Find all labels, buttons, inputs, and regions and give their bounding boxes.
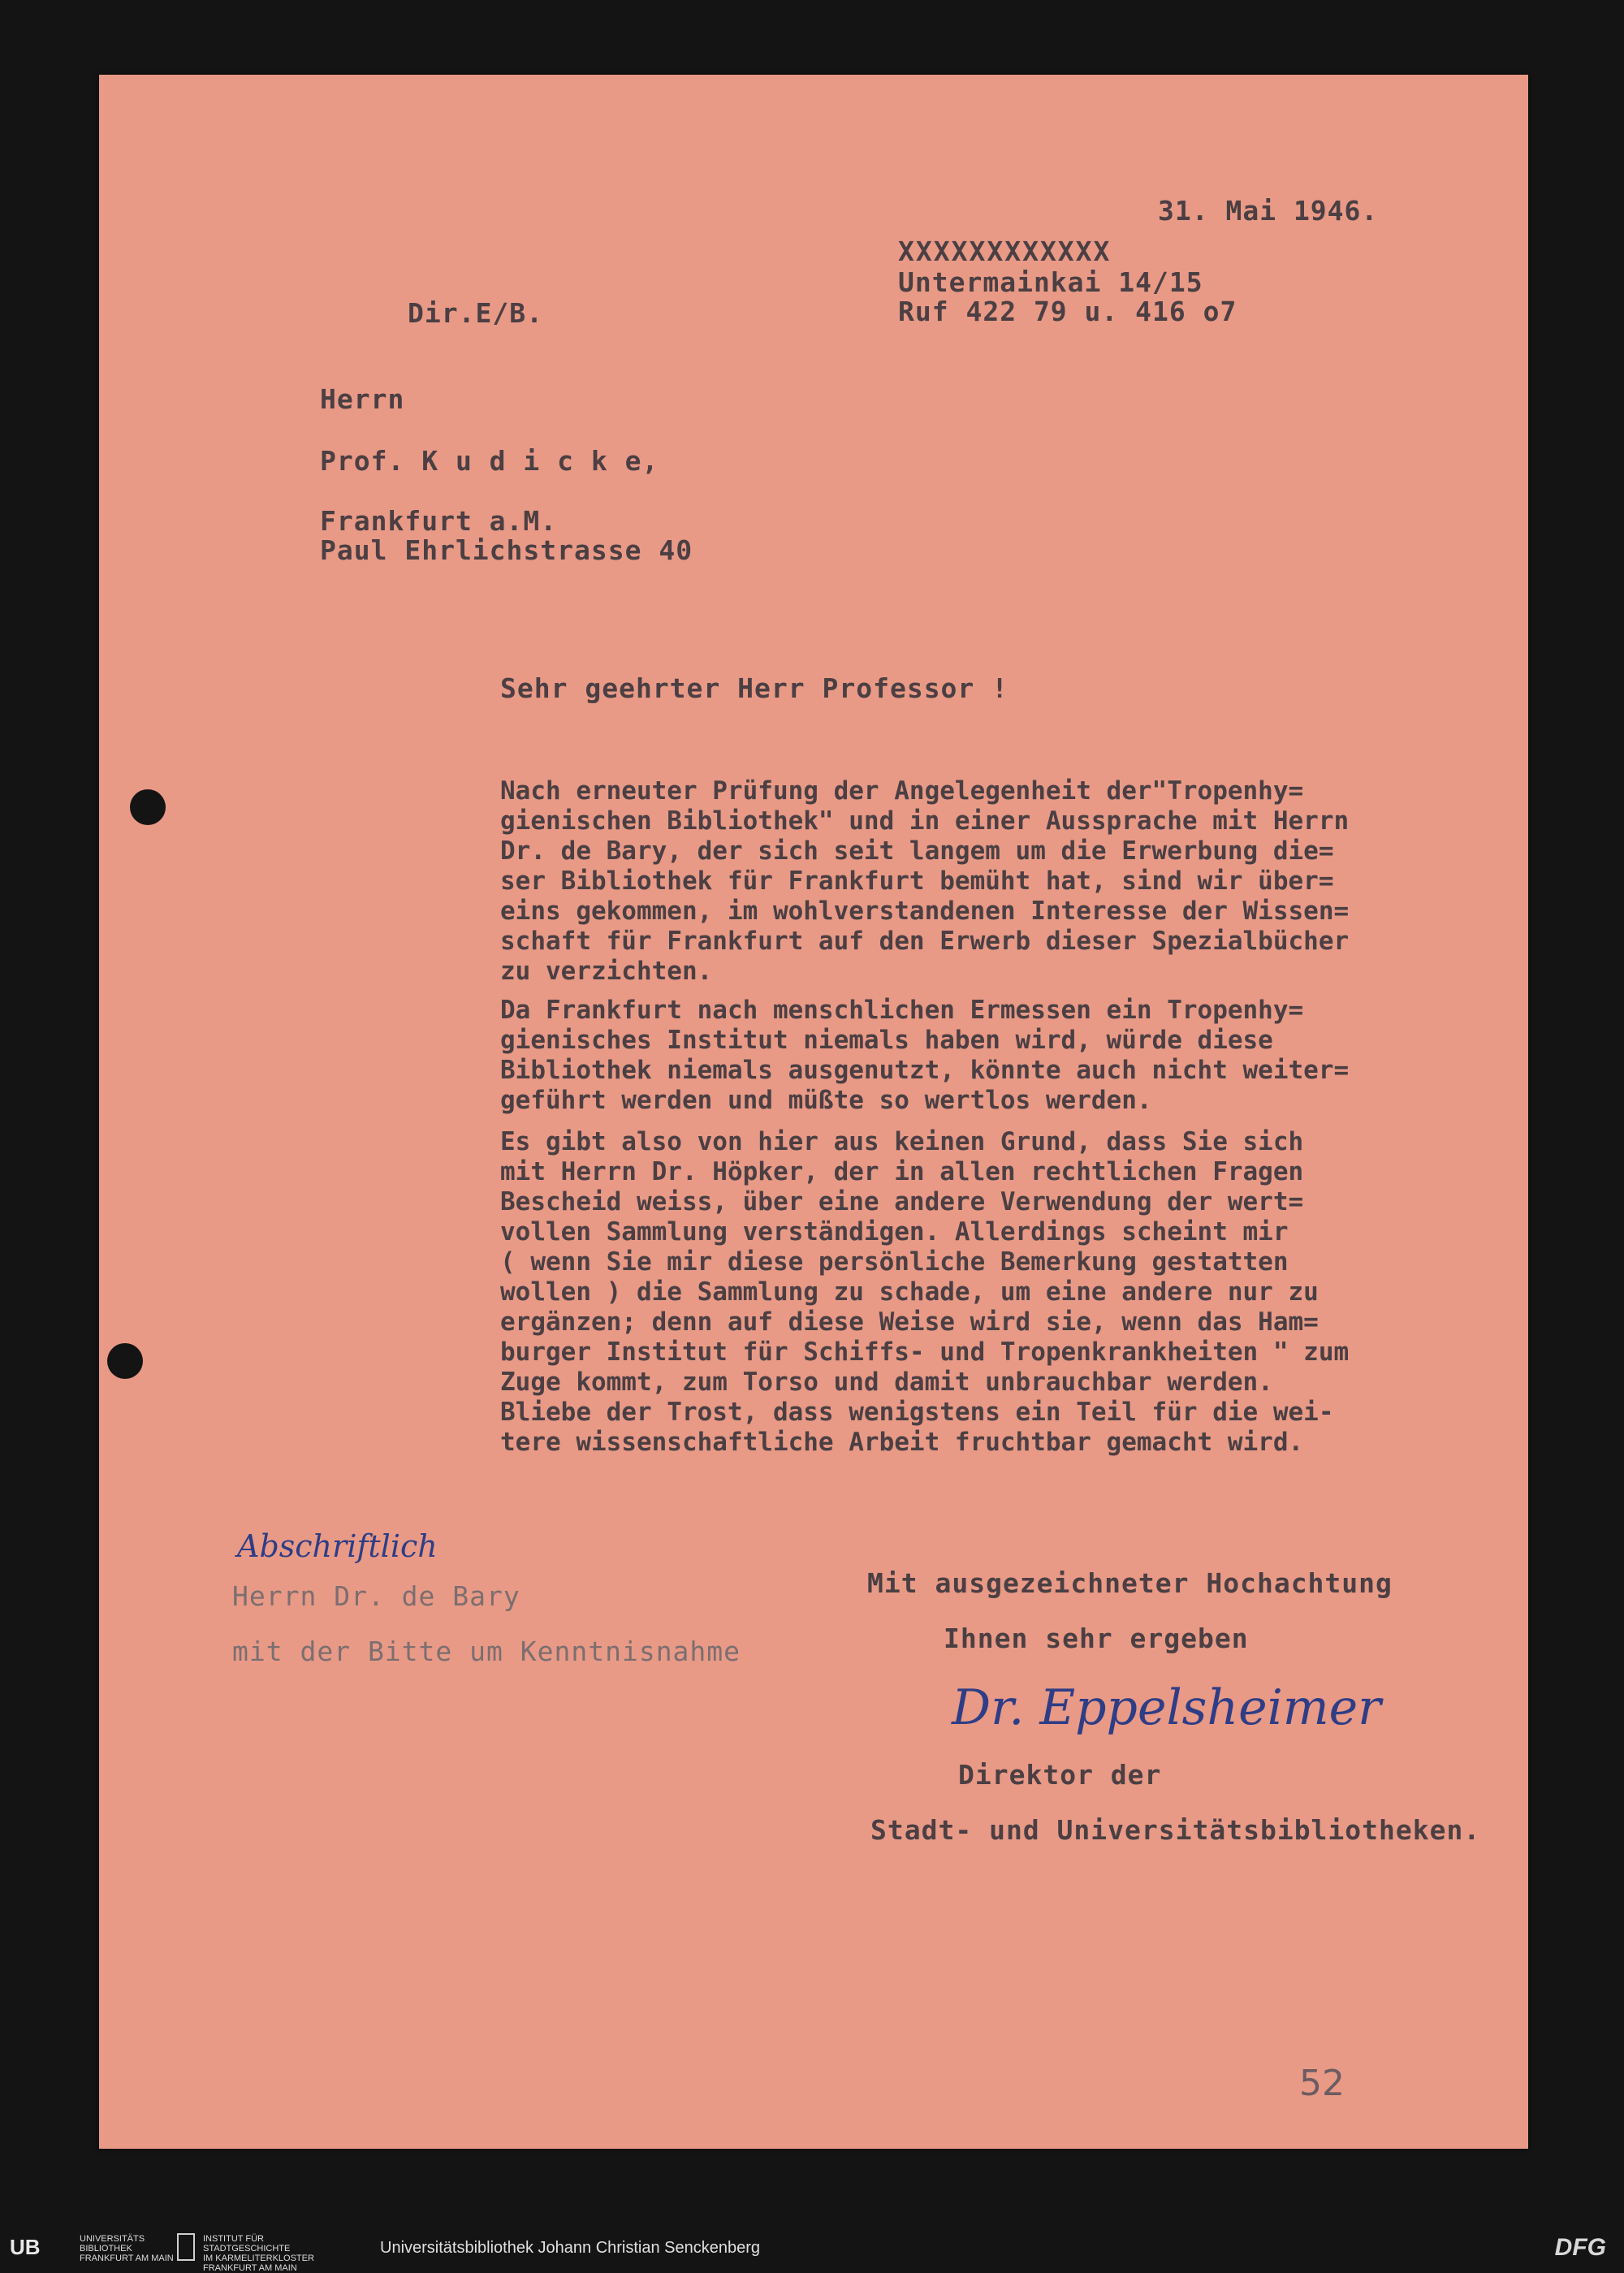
letterhead-street: Untermainkai 14/15: [898, 266, 1203, 298]
signature: Dr. Eppelsheimer: [952, 1679, 1381, 1736]
body-paragraph: [500, 996, 1349, 1116]
archive-footer: [0, 2227, 1624, 2271]
copy-request: mit der Bitte um Kenntnisnahme: [232, 1636, 741, 1667]
body-line: ergänzen; denn auf diese Weise wird sie, wenn das Ham=: [500, 1307, 1319, 1337]
recipient-name: Prof. K u d i c k e,: [320, 445, 659, 477]
body-line: mit Herrn Dr. Höpker, der in allen rechtlichen Fragen: [500, 1157, 1304, 1186]
struck-letterhead: XXXXXXXXXXXX: [898, 236, 1112, 267]
institute-logo-text: INSTITUT FÜR STADTGESCHICHTE IM KARMELITERKLOSTER FRANKFURT AM MAIN: [203, 2234, 314, 2273]
ub-logo: UB: [10, 2235, 41, 2259]
body-line: Zuge kommt, zum Torso und damit unbrauchbar werden.: [500, 1368, 1273, 1397]
recipient-title: Herrn: [320, 383, 405, 415]
body-line: wollen ) die Sammlung zu schade, um eine andere nur zu: [500, 1277, 1319, 1307]
body-line: ser Bibliothek für Frankfurt bemüht hat, sind wir über=: [500, 866, 1334, 896]
handwritten-copy-note: Abschriftlich: [237, 1528, 438, 1564]
letter-date: 31. Mai 1946.: [1158, 195, 1379, 227]
body-paragraph: [500, 776, 1349, 987]
body-paragraph: [500, 1127, 1349, 1458]
body-line: Dr. de Bary, der sich seit langem um die Erwerbung die=: [500, 836, 1334, 866]
closing-line: Mit ausgezeichneter Hochachtung: [867, 1567, 1393, 1599]
signatory-institution: Stadt- und Universitätsbibliotheken.: [870, 1814, 1481, 1846]
body-line: Bibliothek niemals ausgenutzt, könnte auch nicht weiter=: [500, 1056, 1350, 1085]
body-line: Bescheid weiss, über eine andere Verwendung der wert=: [500, 1187, 1304, 1216]
closing-line: Ihnen sehr ergeben: [944, 1623, 1249, 1654]
body-line: Da Frankfurt nach menschlichen Ermessen ein Tropenhy=: [500, 996, 1304, 1025]
salutation: Sehr geehrter Herr Professor !: [500, 672, 1009, 704]
letter-page: [99, 75, 1528, 2149]
dfg-logo: DFG: [1554, 2234, 1606, 2261]
body-line: ( wenn Sie mir diese persönliche Bemerkung gestatten: [500, 1247, 1289, 1277]
body-line: vollen Sammlung verständigen. Allerdings scheint mir: [500, 1217, 1289, 1247]
recipient-city: Frankfurt a.M.: [320, 505, 558, 537]
body-line: tere wissenschaftliche Arbeit fruchtbar gemacht wird.: [500, 1428, 1304, 1457]
body-line: zu verzichten.: [500, 957, 713, 986]
body-line: geführt werden und müßte so wertlos werden.: [500, 1086, 1152, 1115]
ub-logo-text: UNIVERSITÄTS BIBLIOTHEK FRANKFURT AM MAIN: [80, 2234, 174, 2263]
body-line: Nach erneuter Prüfung der Angelegenheit der"Tropenhy=: [500, 776, 1304, 806]
page-number: 52: [1299, 2063, 1345, 2104]
body-line: burger Institut für Schiffs- und Tropenkrankheiten " zum: [500, 1337, 1350, 1367]
body-line: gienisches Institut niemals haben wird, würde diese: [500, 1026, 1273, 1055]
punch-hole: [130, 789, 166, 825]
footer-caption: Universitätsbibliothek Johann Christian Senckenberg: [380, 2239, 761, 2257]
recipient-street: Paul Ehrlichstrasse 40: [320, 534, 693, 566]
institute-logo-icon: [177, 2233, 195, 2261]
body-line: gienischen Bibliothek" und in einer Aussprache mit Herrn: [500, 806, 1350, 836]
body-line: Es gibt also von hier aus keinen Grund, dass Sie sich: [500, 1127, 1304, 1156]
signatory-title: Direktor der: [958, 1759, 1162, 1791]
body-line: schaft für Frankfurt auf den Erwerb dieser Spezialbücher: [500, 927, 1350, 956]
letterhead-phone: Ruf 422 79 u. 416 o7: [898, 296, 1237, 327]
copy-recipient: Herrn Dr. de Bary: [232, 1580, 520, 1612]
body-line: Bliebe der Trost, dass wenigstens ein Teil für die wei-: [500, 1398, 1334, 1427]
reference-code: Dir.E/B.: [408, 297, 543, 329]
body-line: eins gekommen, im wohlverstandenen Interesse der Wissen=: [500, 897, 1350, 926]
punch-hole: [107, 1343, 143, 1379]
